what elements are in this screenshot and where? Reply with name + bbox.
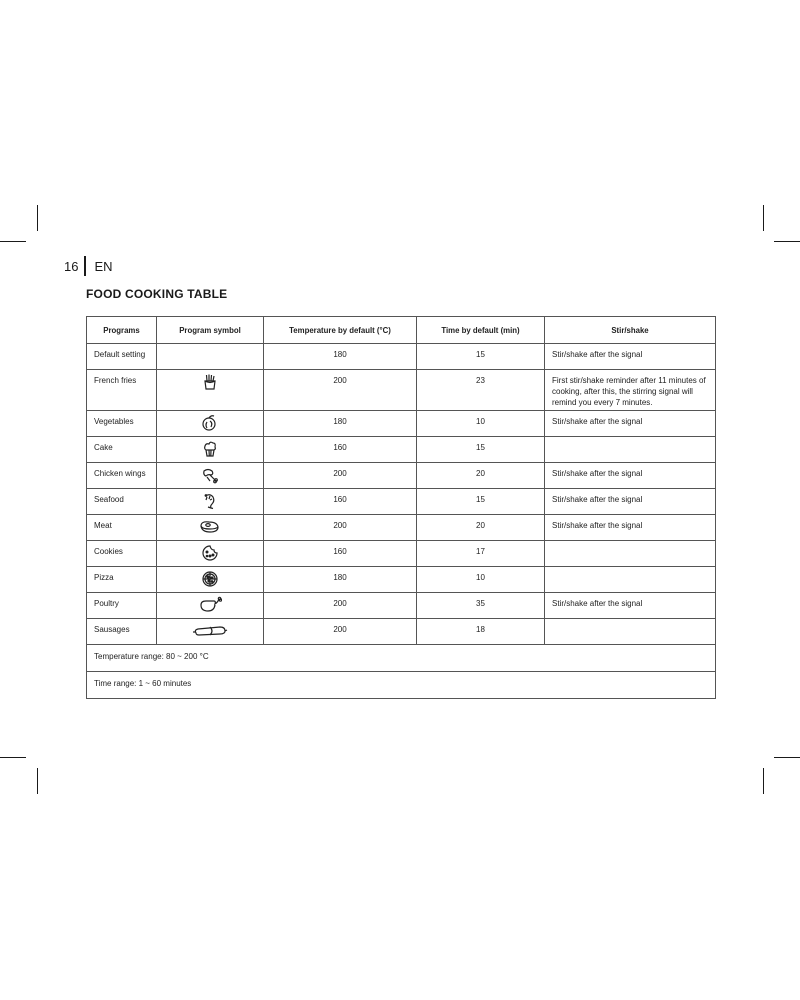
- table-row: [87, 344, 716, 370]
- program-name: Seafood: [87, 489, 157, 515]
- default-time: 17: [417, 541, 545, 567]
- table-footer-row: [87, 645, 716, 672]
- crop-mark: [763, 205, 764, 231]
- stir-shake-note: Stir/shake after the signal: [545, 411, 716, 437]
- default-time: 23: [417, 370, 545, 411]
- language-label: EN: [94, 258, 113, 274]
- column-header: Programs: [87, 317, 157, 344]
- temperature-range-note: Temperature range: 80 ~ 200 °C: [87, 645, 716, 672]
- program-name: Poultry: [87, 593, 157, 619]
- table-row: [87, 370, 716, 411]
- stir-shake-note: Stir/shake after the signal: [545, 344, 716, 370]
- program-name: Chicken wings: [87, 463, 157, 489]
- program-name: Cookies: [87, 541, 157, 567]
- default-temperature: 200: [264, 370, 417, 411]
- cookies-icon: [201, 544, 219, 562]
- cake-icon: [201, 440, 219, 458]
- table-header-row: [87, 317, 716, 344]
- program-name: French fries: [87, 370, 157, 411]
- sausages-icon: [192, 622, 228, 640]
- stir-shake-note: Stir/shake after the signal: [545, 515, 716, 541]
- default-time: 20: [417, 463, 545, 489]
- default-temperature: 200: [264, 463, 417, 489]
- program-name: Vegetables: [87, 411, 157, 437]
- default-temperature: 200: [264, 515, 417, 541]
- crop-mark: [0, 241, 26, 242]
- crop-mark: [774, 241, 800, 242]
- default-time: 15: [417, 344, 545, 370]
- program-name: Sausages: [87, 619, 157, 645]
- seafood-icon: [201, 492, 219, 510]
- stir-shake-note: [545, 541, 716, 567]
- default-temperature: 160: [264, 489, 417, 515]
- default-temperature: 200: [264, 593, 417, 619]
- column-header: Time by default (min): [417, 317, 545, 344]
- default-time: 20: [417, 515, 545, 541]
- default-temperature: 160: [264, 541, 417, 567]
- crop-mark: [37, 768, 38, 794]
- program-name: Cake: [87, 437, 157, 463]
- stir-shake-note: Stir/shake after the signal: [545, 463, 716, 489]
- french-fries-icon: [201, 373, 219, 391]
- table-row: [87, 567, 716, 593]
- section-title: FOOD COOKING TABLE: [86, 287, 228, 301]
- default-temperature: 160: [264, 437, 417, 463]
- table-row: [87, 515, 716, 541]
- page-number: 16: [64, 258, 79, 274]
- poultry-icon: [198, 596, 222, 614]
- table-row: [87, 463, 716, 489]
- default-time: 35: [417, 593, 545, 619]
- stir-shake-note: [545, 437, 716, 463]
- default-temperature: 200: [264, 619, 417, 645]
- default-time: 18: [417, 619, 545, 645]
- pizza-icon: [201, 570, 219, 588]
- table-row: [87, 541, 716, 567]
- cooking-table: [86, 316, 716, 699]
- default-time: 10: [417, 567, 545, 593]
- stir-shake-note: [545, 619, 716, 645]
- vegetables-icon: [201, 414, 219, 432]
- default-temperature: 180: [264, 567, 417, 593]
- table-row: [87, 619, 716, 645]
- meat-icon: [198, 518, 222, 536]
- default-temperature: 180: [264, 344, 417, 370]
- program-name: Meat: [87, 515, 157, 541]
- column-header: Stir/shake: [545, 317, 716, 344]
- default-temperature: 180: [264, 411, 417, 437]
- stir-shake-note: Stir/shake after the signal: [545, 489, 716, 515]
- program-name: Default setting: [87, 344, 157, 370]
- stir-shake-note: Stir/shake after the signal: [545, 593, 716, 619]
- table-row: [87, 489, 716, 515]
- default-time: 15: [417, 437, 545, 463]
- header-divider: [84, 256, 86, 276]
- crop-mark: [0, 757, 26, 758]
- page-header: [64, 256, 113, 276]
- default-time: 15: [417, 489, 545, 515]
- column-header: Program symbol: [157, 317, 264, 344]
- time-range-note: Time range: 1 ~ 60 minutes: [87, 672, 716, 699]
- crop-mark: [763, 768, 764, 794]
- table-row: [87, 411, 716, 437]
- program-symbol-empty: [157, 344, 264, 370]
- program-name: Pizza: [87, 567, 157, 593]
- column-header: Temperature by default (°C): [264, 317, 417, 344]
- stir-shake-note: [545, 567, 716, 593]
- table-footer-row: [87, 672, 716, 699]
- crop-mark: [37, 205, 38, 231]
- default-time: 10: [417, 411, 545, 437]
- stir-shake-note: First stir/shake reminder after 11 minutes of cooking, after this, the stirring signal will remind you every 7 minutes.: [552, 376, 706, 407]
- crop-mark: [774, 757, 800, 758]
- table-row: [87, 593, 716, 619]
- chicken-wings-icon: [201, 466, 219, 484]
- table-row: [87, 437, 716, 463]
